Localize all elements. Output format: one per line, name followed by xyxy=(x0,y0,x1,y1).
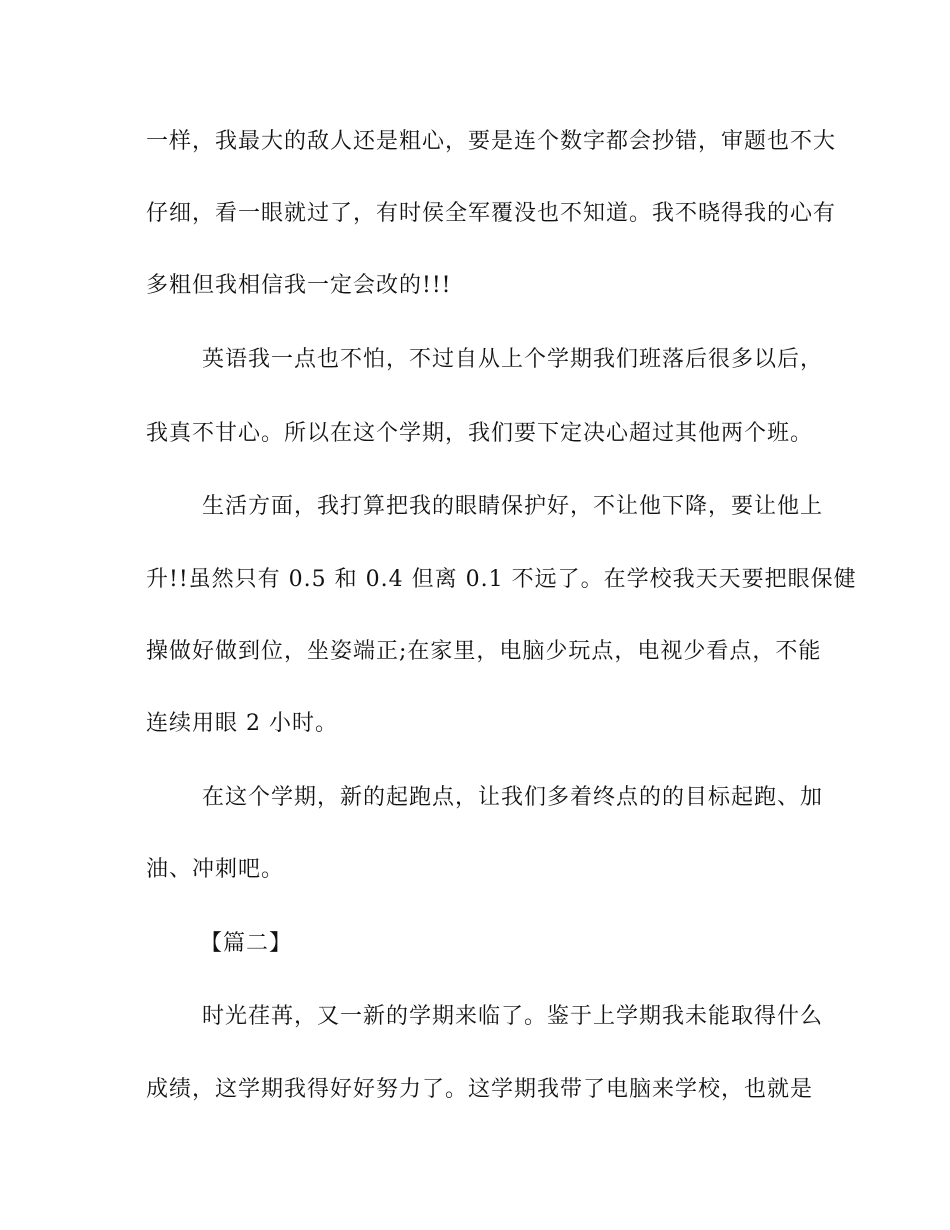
text-line: 多粗但我相信我一定会改的!!! xyxy=(146,273,452,298)
text-line: 成绩，这学期我得好好努力了。这学期我带了电脑来学校，也就是 xyxy=(146,1077,814,1102)
section-heading: 【篇二】 xyxy=(200,931,293,956)
text-line: 一样，我最大的敌人还是粗心，要是连个数字都会抄错，审题也不大 xyxy=(146,129,837,154)
paragraph-start: 英语我一点也不怕，不过自从上个学期我们班落后很多以后， xyxy=(202,347,824,372)
paragraph-start: 在这个学期，新的起跑点，让我们多着终点的的目标起跑、加 xyxy=(202,785,824,810)
text-line: 油、冲刺吧。 xyxy=(146,857,285,882)
paragraph-start: 时光荏苒，又一新的学期来临了。鉴于上学期我未能取得什么 xyxy=(202,1004,824,1029)
text-line: 操做好做到位，坐姿端正;在家里，电脑少玩点，电视少看点，不能 xyxy=(146,639,822,664)
text-line: 连续用眼 2 小时。 xyxy=(146,711,338,736)
text-line: 我真不甘心。所以在这个学期，我们要下定决心超过其他两个班。 xyxy=(146,421,814,446)
text-line: 升!!虽然只有 0.5 和 0.4 但离 0.1 不远了。在学校我天天要把眼保健 xyxy=(146,567,857,592)
text-line: 仔细，看一眼就过了，有时侯全军覆没也不知道。我不晓得我的心有 xyxy=(146,201,837,226)
paragraph-start: 生活方面，我打算把我的眼睛保护好，不让他下降，要让他上 xyxy=(202,494,824,519)
